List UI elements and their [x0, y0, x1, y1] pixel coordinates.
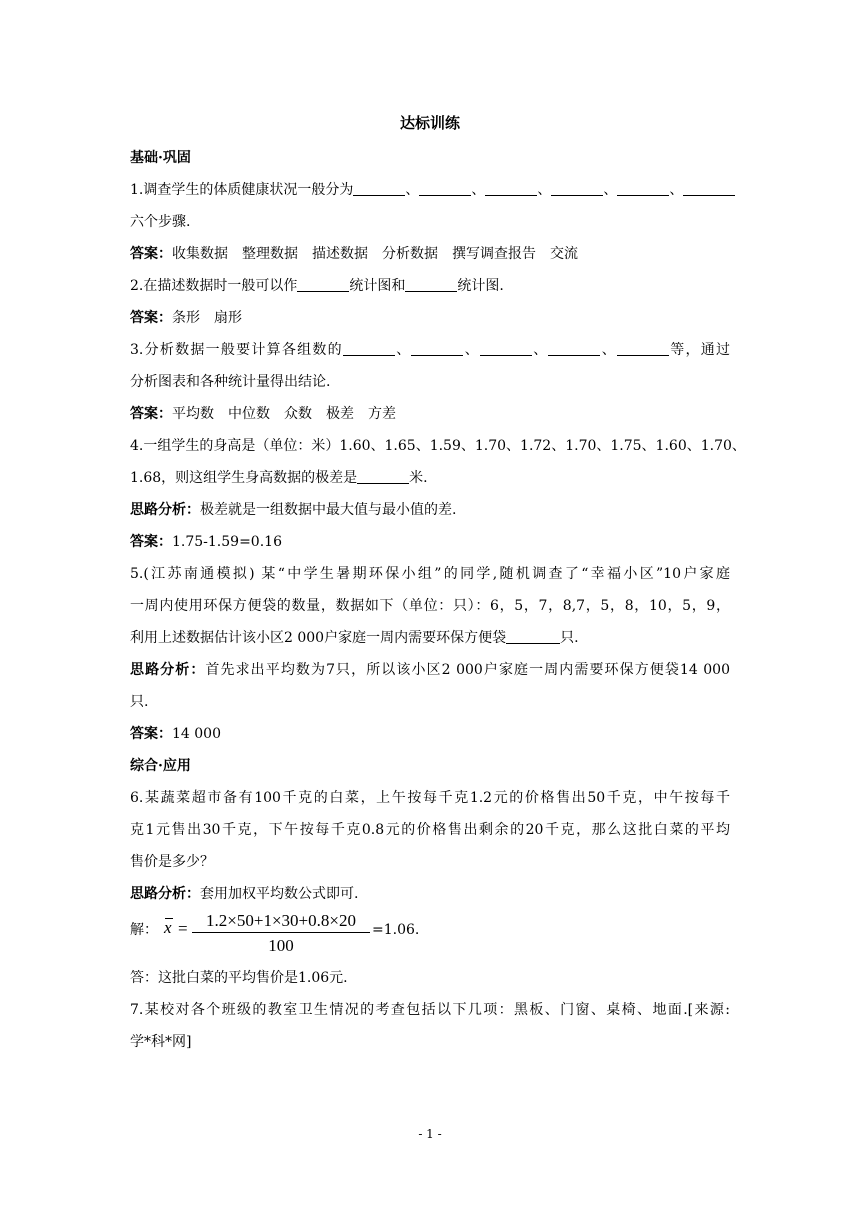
separator: 、 — [603, 182, 618, 198]
question-5-answer — [130, 718, 730, 750]
separator: 、 — [471, 182, 486, 198]
analysis-text: 极差就是一组数据中最大值与最小值的差. — [200, 502, 457, 518]
answer-label: 答案： — [130, 310, 172, 326]
answer-blank — [480, 339, 532, 356]
answer-item: 众数 — [284, 406, 312, 422]
equals-sign: = — [178, 919, 188, 938]
answer-blank — [411, 339, 463, 356]
answer-blank — [617, 339, 669, 356]
page-title: 达标训练 — [399, 114, 460, 132]
answer-text: 1.75-1.59=0.16 — [172, 534, 282, 550]
formula-result: =1.06. — [372, 922, 420, 938]
separator: 、 — [531, 342, 549, 358]
section-heading-basic: 基础·巩固 — [130, 150, 191, 166]
answer-blank — [405, 275, 457, 292]
question-5-analysis — [130, 654, 730, 686]
question-6-line-3: 售价是多少？ — [130, 854, 214, 870]
mean-symbol — [164, 918, 172, 938]
question-4-text: 1.68，则这组学生身高数据的极差是 — [130, 470, 358, 486]
question-6-line-1: 6.某蔬菜超市备有100千克的白菜，上午按每千克1.2元的价格售出50千克，中午按每千 — [130, 790, 730, 806]
question-4-line-2 — [130, 462, 730, 494]
answer-item: 交流 — [550, 246, 578, 262]
mean-variable: x — [164, 918, 172, 937]
separator: 、 — [463, 342, 480, 358]
answer-item: 极差 — [326, 406, 354, 422]
separator: 、 — [405, 182, 420, 198]
question-5-text: 利用上述数据估计该小区2 000户家庭一周内需要环保方便袋 — [130, 630, 507, 646]
solution-prefix: 解： — [130, 922, 158, 938]
question-1-text: 1.调查学生的体质健康状况一般分为 — [130, 182, 354, 198]
question-2-text: 统计图和 — [349, 278, 406, 294]
question-5-line-2: 一周内使用环保方便袋的数量，数据如下（单位：只）：6，5，7，8,7，5，8，10，5，9， — [130, 598, 730, 614]
question-7-line-2: 学*科*网] — [130, 1034, 192, 1050]
answer-blank — [357, 467, 409, 484]
answer-blank — [617, 179, 669, 196]
question-5-line-1: 5.(江苏南通模拟) 某“中学生暑期环保小组”的同学,随机调查了“幸福小区”10户家庭 — [130, 566, 730, 582]
analysis-label: 思路分析： — [130, 886, 200, 902]
answer-blank — [353, 179, 405, 196]
question-2-text: 2.在描述数据时一般可以作 — [130, 278, 298, 294]
separator: 、 — [669, 182, 684, 198]
overline — [165, 918, 173, 919]
answer-item: 描述数据 — [312, 246, 368, 262]
answer-item: 方差 — [368, 406, 396, 422]
analysis-text: 套用加权平均数公式即可. — [200, 886, 359, 902]
question-1-line-2: 六个步骤. — [130, 214, 191, 230]
question-4-analysis — [130, 494, 730, 526]
answer-text: 14 000 — [172, 726, 221, 742]
analysis-text: 首先求出平均数为7只，所以该小区2 000户家庭一周内需要环保方便袋14 000 — [205, 662, 731, 678]
question-2 — [130, 270, 730, 302]
question-2-text: 统计图. — [457, 278, 504, 294]
answer-blank — [548, 339, 600, 356]
question-2-answer — [130, 302, 730, 334]
answer-blank — [506, 627, 560, 644]
fraction — [192, 910, 370, 957]
separator: 、 — [600, 342, 617, 358]
question-3-answer — [130, 398, 730, 430]
answer-blank — [551, 179, 603, 196]
answer-blank — [419, 179, 471, 196]
question-7-line-1: 7.某校对各个班级的教室卫生情况的考查包括以下几项：黑板、门窗、桌椅、地面.[来源: — [130, 1002, 730, 1018]
question-3-text: 3.分析数据一般要计算各组数的 — [130, 342, 343, 358]
answer-blank — [343, 339, 395, 356]
answer-item: 整理数据 — [242, 246, 298, 262]
question-6-conclusion: 答：这批白菜的平均售价是1.06元. — [130, 970, 348, 986]
question-1-answer — [130, 238, 730, 270]
page-number: - 1 - — [418, 1127, 442, 1141]
answer-item: 条形 — [172, 310, 200, 326]
question-5-text: 只. — [560, 630, 579, 646]
answer-blank — [485, 179, 537, 196]
answer-blank — [297, 275, 349, 292]
question-4-text: 米. — [409, 470, 428, 486]
fraction-denominator: 100 — [268, 936, 294, 955]
answer-label: 答案： — [130, 246, 172, 262]
fraction-numerator: 1.2×50+1×30+0.8×20 — [192, 910, 370, 933]
answer-label: 答案： — [130, 534, 172, 550]
answer-item: 分析数据 — [382, 246, 438, 262]
question-6-solution-formula — [130, 910, 730, 962]
answer-item: 扇形 — [214, 310, 242, 326]
answer-item: 收集数据 — [172, 246, 228, 262]
answer-blank — [683, 179, 735, 196]
separator: 、 — [394, 342, 412, 358]
question-4-line-1: 4.一组学生的身高是（单位：米）1.60、1.65、1.59、1.70、1.72、1.70、1.75、1.60、1.70、 — [130, 438, 746, 454]
document-body — [130, 142, 746, 1058]
question-4-answer — [130, 526, 730, 558]
answer-item: 平均数 — [172, 406, 214, 422]
question-3-text: 等，通过 — [669, 342, 731, 358]
analysis-label: 思路分析： — [130, 502, 200, 518]
question-5-analysis-line-2: 只. — [130, 694, 149, 710]
analysis-label: 思路分析： — [130, 662, 206, 678]
answer-label: 答案： — [130, 726, 172, 742]
question-6-line-2: 克1元售出30千克，下午按每千克0.8元的价格售出剩余的20千克，那么这批白菜的平均 — [130, 822, 730, 838]
answer-label: 答案： — [130, 406, 172, 422]
answer-item: 撰写调查报告 — [452, 246, 536, 262]
question-1-line-1 — [130, 174, 730, 206]
question-3-line-1 — [130, 334, 730, 366]
question-3-line-2: 分析图表和各种统计量得出结论. — [130, 374, 331, 390]
question-5-line-3 — [130, 622, 730, 654]
answer-item: 中位数 — [228, 406, 270, 422]
separator: 、 — [537, 182, 552, 198]
section-heading-applied: 综合·应用 — [130, 758, 191, 774]
question-6-analysis — [130, 878, 730, 910]
